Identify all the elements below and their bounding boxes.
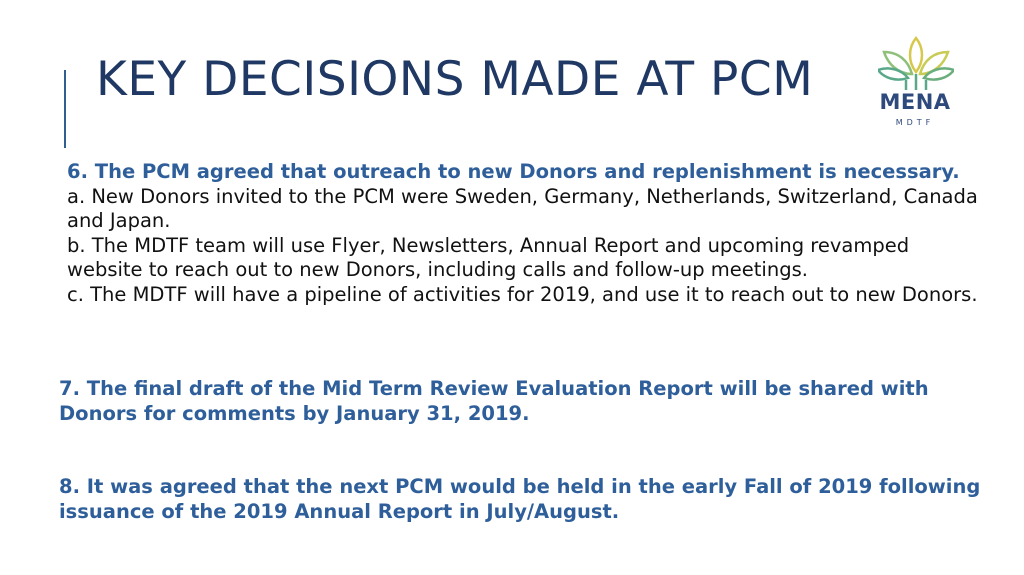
decision-6-item-c: c. The MDTF will have a pipeline of activities for 2019, and use it to reach out to new Donors. [67,282,978,306]
sprout-leaves-icon [878,32,954,90]
decision-8: 8. It was agreed that the next PCM would be held in the early Fall of 2019 following issuance of the 2019 Annual Report in July/August. [59,475,981,523]
decision-6-heading: 6. The PCM agreed that outreach to new Donors and replenishment is necessary. [67,160,960,183]
decision-6-item-a: a. New Donors invited to the PCM were Sweden, Germany, Netherlands, Switzerland, Canada and Japan. [67,184,978,232]
decision-7: 7. The final draft of the Mid Term Review Evaluation Report will be shared with Donors for comments by January 31, 2019. [59,377,929,425]
mena-mdtf-logo [850,26,980,136]
logo-wordmark: MENA [879,90,951,114]
slide-title: KEY DECISIONS MADE AT PCM [96,52,814,107]
decision-6-item-b: b. The MDTF team will use Flyer, Newsletters, Annual Report and upcoming revamped website to reach out to new Donors, including calls and follow-up meetings. [67,233,910,281]
logo-subtitle: MDTF [895,118,935,127]
decision-6-block [67,160,987,307]
accent-bar [64,70,66,148]
